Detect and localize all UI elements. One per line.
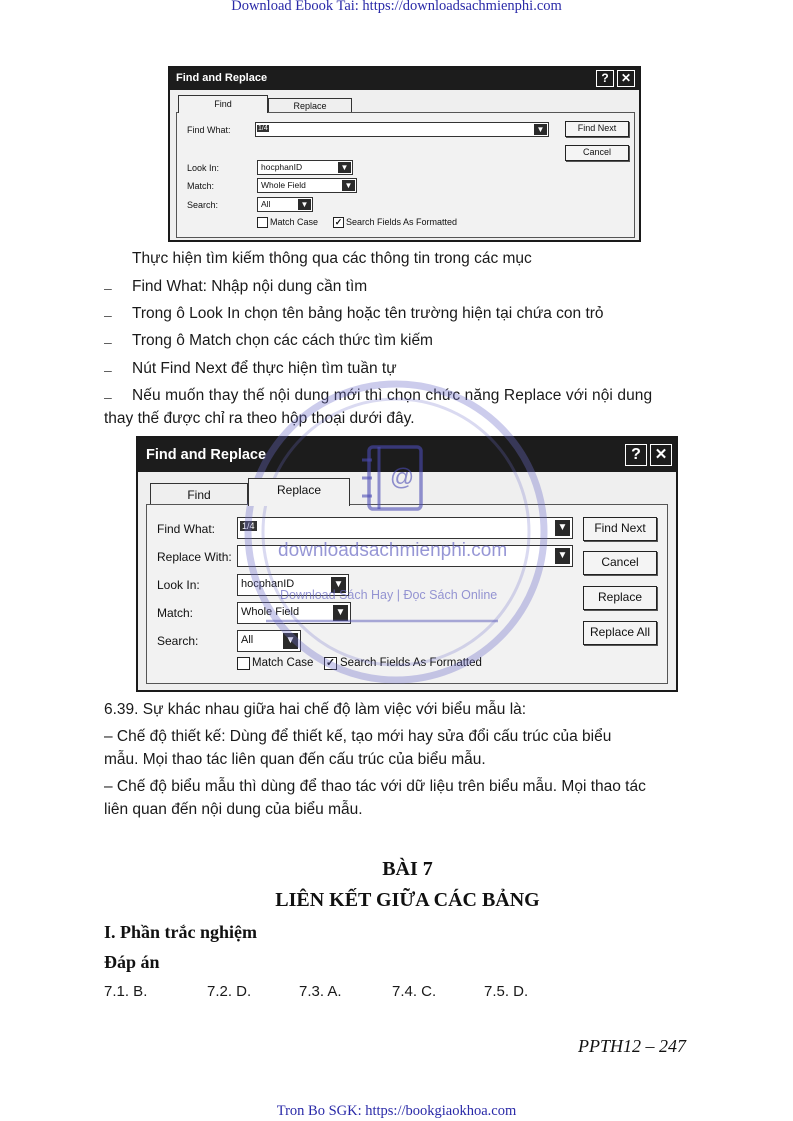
bullet-match: Trong ô Match chọn các cách thức tìm kiếm — [132, 332, 433, 349]
find-what-input[interactable] — [255, 122, 549, 137]
tab-find[interactable]: Find — [150, 483, 248, 505]
look-in-select[interactable] — [257, 160, 353, 175]
page-number: PPTH12 – 247 — [578, 1036, 686, 1056]
find-what-dropdown-icon[interactable]: ▼ — [534, 124, 547, 135]
search-formatted-label: Search Fields As Formatted — [346, 217, 458, 227]
replace-button[interactable]: Replace — [583, 586, 657, 610]
answer-7-3: 7.3. A. — [299, 983, 342, 1000]
replace-dialog — [136, 436, 678, 692]
bullet-dash: – — [104, 280, 112, 296]
help-icon[interactable]: ? — [596, 70, 614, 87]
search-select[interactable] — [237, 630, 301, 652]
answer-7-4: 7.4. C. — [392, 983, 437, 1000]
find-dialog-title-bar — [170, 68, 639, 90]
match-value: Whole Field — [241, 606, 300, 618]
bullet-replace-cont: thay thế được chỉ ra theo hộp thoại dưới đây. — [104, 410, 415, 427]
search-label: Search: — [187, 200, 219, 210]
look-in-value: hocphanID — [261, 162, 303, 172]
search-formatted-checkbox[interactable]: ✓ — [325, 657, 336, 669]
watermark-tagline: Download Sách Hay | Đọc Sách Online — [280, 588, 498, 602]
answer-7-2: 7.2. D. — [207, 983, 252, 1000]
answer-7-5: 7.5. D. — [484, 983, 529, 1000]
look-in-label: Look In: — [157, 578, 200, 592]
design-mode-line1: – Chế độ thiết kế: Dùng để thiết kế, tạo mới hay sửa đổi cấu trúc của biểu — [104, 728, 612, 745]
match-case-checkbox[interactable] — [257, 217, 268, 228]
bullet-find-what: Find What: Nhập nội dung cần tìm — [132, 278, 368, 295]
bullet-find-next: Nút Find Next để thực hiện tìm tuần tự — [132, 360, 397, 377]
bullet-dash: – — [104, 334, 112, 350]
cancel-button[interactable]: Cancel — [583, 551, 657, 575]
section-heading: I. Phần trắc nghiệm — [104, 922, 257, 942]
watermark-site: downloadsachmienphi.com — [278, 540, 508, 561]
cancel-button[interactable]: Cancel — [565, 145, 629, 161]
find-next-button[interactable]: Find Next — [583, 517, 657, 541]
bullet-look-in: Trong ô Look In chọn tên bảng hoặc tên trường hiện tại chứa con trỏ — [132, 305, 604, 322]
search-select[interactable] — [257, 197, 313, 212]
find-tab-panel — [176, 112, 635, 238]
lesson-title: LIÊN KẾT GIỮA CÁC BẢNG — [275, 889, 540, 911]
match-select[interactable] — [257, 178, 357, 193]
replace-dialog-title: Find and Replace — [146, 447, 267, 463]
search-dropdown-icon[interactable]: ▼ — [298, 199, 311, 210]
find-dialog — [168, 66, 641, 242]
match-value: Whole Field — [261, 180, 306, 190]
find-what-value: 1/4 — [242, 521, 255, 531]
match-case-label: Match Case — [252, 657, 314, 669]
bullet-dash: – — [104, 389, 112, 405]
match-dropdown-icon[interactable]: ▼ — [333, 605, 348, 621]
replace-with-dropdown-icon[interactable]: ▼ — [555, 548, 570, 564]
bullet-dash: – — [104, 307, 112, 323]
replace-all-button[interactable]: Replace All — [583, 621, 657, 645]
search-formatted-checkbox[interactable]: ✓ — [334, 217, 343, 227]
footer-link[interactable]: Tron Bo SGK: https://bookgiaokhoa.com — [276, 1103, 517, 1119]
tab-replace[interactable]: Replace — [268, 98, 352, 113]
search-formatted-label: Search Fields As Formatted — [340, 657, 482, 669]
search-label: Search: — [157, 634, 199, 648]
match-dropdown-icon[interactable]: ▼ — [342, 180, 355, 191]
bullet-dash: – — [104, 362, 112, 378]
find-next-button[interactable]: Find Next — [565, 121, 629, 137]
match-select[interactable] — [237, 602, 351, 624]
answer-7-1: 7.1. B. — [104, 983, 148, 1000]
look-in-dropdown-icon[interactable]: ▼ — [331, 577, 346, 593]
close-icon[interactable]: ✕ — [617, 70, 635, 87]
question-6-39: 6.39. Sự khác nhau giữa hai chế độ làm việc với biểu mẫu là: — [104, 701, 527, 718]
form-mode-line2: liên quan đến nội dung của biểu mẫu. — [104, 801, 363, 818]
form-mode-line1: – Chế độ biểu mẫu thì dùng để thao tác với dữ liệu trên biểu mẫu. Mọi thao tác — [104, 778, 646, 795]
svg-text:@: @ — [389, 464, 415, 491]
find-what-value: 1/4 — [258, 125, 268, 132]
look-in-value: hocphanID — [241, 578, 295, 590]
search-value: All — [261, 199, 271, 209]
find-what-label: Find What: — [157, 522, 216, 536]
replace-dialog-title-bar — [138, 438, 676, 472]
find-what-dropdown-icon[interactable]: ▼ — [555, 520, 570, 536]
find-dialog-title: Find and Replace — [176, 72, 268, 84]
replace-with-label: Replace With: — [157, 550, 232, 564]
tab-find[interactable]: Find — [178, 95, 268, 113]
design-mode-line2: mẫu. Mọi thao tác liên quan đến cấu trúc của biểu mẫu. — [104, 751, 486, 768]
match-label: Match: — [187, 181, 215, 191]
intro-text: Thực hiện tìm kiếm thông qua các thông tin trong các mục — [132, 250, 532, 267]
lesson-number: BÀI 7 — [382, 858, 433, 880]
tab-replace[interactable]: Replace — [248, 478, 350, 506]
search-dropdown-icon[interactable]: ▼ — [283, 633, 298, 649]
look-in-label: Look In: — [187, 163, 220, 173]
match-label: Match: — [157, 606, 194, 620]
header-download-link[interactable]: Download Ebook Tai: https://downloadsachmienphi.com — [231, 0, 562, 14]
find-what-input[interactable] — [237, 517, 573, 539]
match-case-label: Match Case — [270, 217, 319, 227]
find-what-label: Find What: — [187, 125, 231, 135]
search-value: All — [241, 634, 254, 646]
help-icon[interactable]: ? — [625, 444, 647, 466]
look-in-dropdown-icon[interactable]: ▼ — [338, 162, 351, 173]
answer-heading: Đáp án — [104, 952, 160, 972]
bullet-replace: Nếu muốn thay thế nội dung mới thì chọn chức năng Replace với nội dung — [132, 387, 653, 404]
close-icon[interactable]: ✕ — [650, 444, 672, 466]
match-case-checkbox[interactable] — [237, 657, 250, 670]
